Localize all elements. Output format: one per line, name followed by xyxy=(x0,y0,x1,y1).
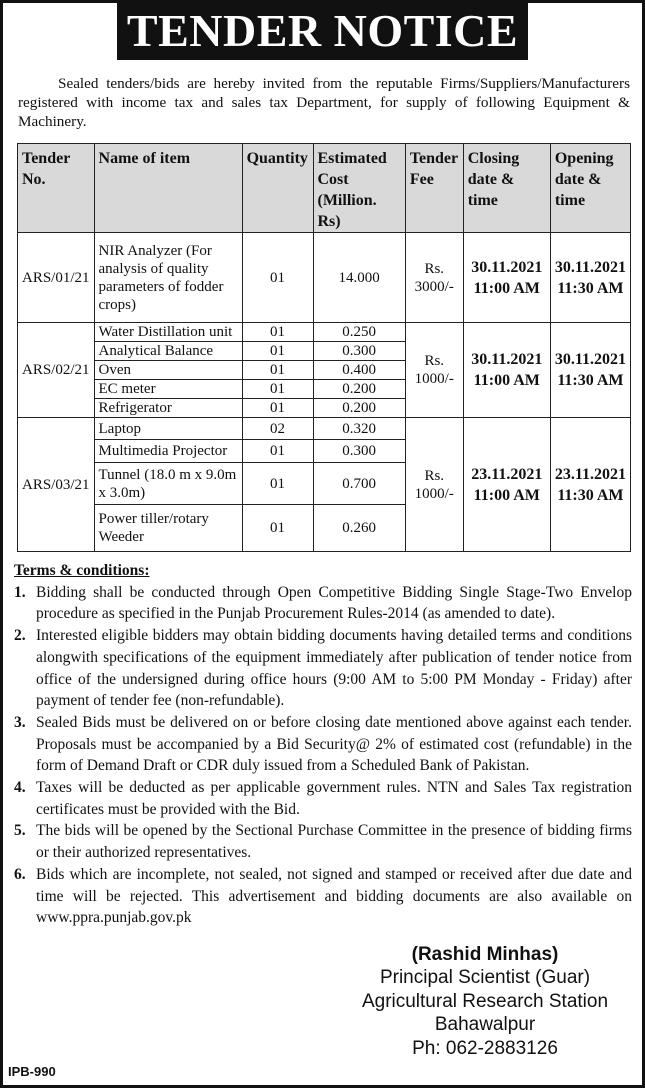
header-tender-no: Tender No. xyxy=(18,144,95,233)
item-name: Laptop xyxy=(94,418,242,440)
item-cost: 0.200 xyxy=(313,399,405,418)
terms-section xyxy=(14,560,632,929)
item-cost: 0.300 xyxy=(313,342,405,361)
item-name: Refrigerator xyxy=(94,399,242,418)
opening-date-time-part: 11:30 AM xyxy=(557,486,624,504)
term-item xyxy=(14,712,632,777)
table-row xyxy=(18,323,631,342)
item-quantity: 01 xyxy=(242,463,313,505)
term-item xyxy=(14,820,632,863)
closing-date-time-part: 11:00 AM xyxy=(473,372,540,389)
tender-no: ARS/03/21 xyxy=(18,418,95,552)
item-name: Power tiller/rotary Weeder xyxy=(94,505,242,552)
opening-date-time-part: 30.11.2021 xyxy=(554,351,626,368)
table-row xyxy=(18,233,631,323)
opening-date-time-part: 11:30 AM xyxy=(557,279,624,297)
term-text: Bidding shall be conducted through Open Competitive Bidding Single Stage-Two Envelop procedure as specified in the Punjab Procurement Rules-2014 (as amended to date). xyxy=(36,583,632,623)
opening-date-time xyxy=(550,323,630,418)
header-tender-fee: Tender Fee xyxy=(405,144,463,233)
item-name: Analytical Balance xyxy=(94,342,242,361)
opening-date-time-part: 23.11.2021 xyxy=(554,465,626,483)
item-cost: 0.400 xyxy=(313,361,405,380)
term-text: Bids which are incomplete, not sealed, not signed and stamped or received after due date and time will be rejected. This advertisement and bidding documents are also available on www.ppra.punjab.gov.pk xyxy=(36,865,632,927)
opening-date-time-part: 30.11.2021 xyxy=(554,258,626,276)
item-name: Tunnel (18.0 m x 9.0m x 3.0m) xyxy=(94,463,242,505)
item-quantity: 01 xyxy=(242,380,313,399)
tender-no: ARS/01/21 xyxy=(18,233,95,323)
item-quantity: 01 xyxy=(242,323,313,342)
closing-date-time xyxy=(463,323,550,418)
closing-date-time xyxy=(463,233,550,323)
term-item xyxy=(14,625,632,712)
term-number: 5. xyxy=(14,822,26,840)
item-cost: 0.700 xyxy=(313,463,405,505)
item-cost: 0.300 xyxy=(313,440,405,463)
term-item xyxy=(14,777,632,820)
term-number: 3. xyxy=(14,713,26,731)
signatory-city: Bahawalpur xyxy=(434,1014,536,1036)
header-item-name: Name of item xyxy=(94,144,242,233)
page-title: TENDER NOTICE xyxy=(117,0,528,60)
item-quantity: 01 xyxy=(242,505,313,552)
signatory-phone: Ph: 062-2883126 xyxy=(412,1037,558,1059)
opening-date-time xyxy=(550,233,630,323)
item-name: Multimedia Projector xyxy=(94,440,242,463)
item-name: Oven xyxy=(94,361,242,380)
term-text: Interested eligible bidders may obtain bidding documents having detailed terms and conditions alongwith specifications of the equipment immediately after publication of tender notice from office of the undersigned during office hours (9:00 AM to 5:00 PM Monday - Friday) after payment of tender fee (non-refundable). xyxy=(36,627,632,710)
item-quantity: 01 xyxy=(242,342,313,361)
term-text: Taxes will be deducted as per applicable government rules. NTN and Sales Tax registration certificates must be provided with the Bid. xyxy=(36,779,632,818)
closing-date-time-part: 30.11.2021 xyxy=(471,258,543,276)
intro-paragraph: Sealed tenders/bids are hereby invited from the reputable Firms/Suppliers/Manufacturers registered with income tax and sales tax Department, for supply of following Equipment & Machinery. xyxy=(18,75,630,130)
closing-date-time-part: 23.11.2021 xyxy=(471,465,543,483)
item-quantity: 01 xyxy=(242,440,313,463)
term-text: The bids will be opened by the Sectional Purchase Committee in the presence of bidding firms or their authorized representatives. xyxy=(36,822,632,862)
signatory-office: Agricultural Research Station xyxy=(361,990,609,1012)
item-cost: 0.250 xyxy=(313,323,405,342)
table-row xyxy=(18,418,631,440)
closing-date-time-part: 30.11.2021 xyxy=(471,351,543,368)
header-opening: Opening date & time xyxy=(550,144,630,233)
signature-block xyxy=(340,943,630,1061)
closing-date-time xyxy=(463,418,550,552)
tender-fee: Rs. 3000/- xyxy=(405,233,463,323)
item-quantity: 02 xyxy=(242,418,313,440)
item-quantity: 01 xyxy=(242,233,313,323)
opening-date-time xyxy=(550,418,630,552)
item-cost: 0.320 xyxy=(313,418,405,440)
reference-code: IPB-990 xyxy=(8,1064,56,1080)
tender-fee: Rs. 1000/- xyxy=(405,323,463,418)
closing-date-time-part: 11:00 AM xyxy=(473,486,540,504)
item-cost: 14.000 xyxy=(313,233,405,323)
term-item xyxy=(14,864,632,929)
header-estimated-cost: Estimated Cost (Million. Rs) xyxy=(313,144,405,233)
item-name: EC meter xyxy=(94,380,242,399)
terms-heading: Terms & conditions: xyxy=(14,562,150,579)
terms-list xyxy=(14,582,632,929)
item-quantity: 01 xyxy=(242,361,313,380)
term-number: 1. xyxy=(14,583,26,601)
tender-no: ARS/02/21 xyxy=(18,323,95,418)
term-number: 2. xyxy=(14,627,26,645)
title-row xyxy=(14,0,631,60)
tender-table xyxy=(17,143,631,552)
item-cost: 0.260 xyxy=(313,505,405,552)
term-item xyxy=(14,582,632,625)
item-cost: 0.200 xyxy=(313,380,405,399)
signatory-designation: Principal Scientist (Guar) xyxy=(379,967,591,989)
item-name: Water Distillation unit xyxy=(94,323,242,342)
term-number: 4. xyxy=(14,779,26,797)
tender-fee: Rs. 1000/- xyxy=(405,418,463,552)
term-number: 6. xyxy=(14,865,26,883)
header-closing: Closing date & time xyxy=(463,144,550,233)
item-name: NIR Analyzer (For analysis of quality parameters of fodder crops) xyxy=(94,233,242,323)
item-quantity: 01 xyxy=(242,399,313,418)
closing-date-time-part: 11:00 AM xyxy=(473,279,540,297)
term-text: Sealed Bids must be delivered on or before closing date mentioned above against each tender. Proposals must be accompanied by a Bid Security@ 2% of estimated cost (refundable) in the form of Demand Draft or CDR duly issued from a Scheduled Bank of Pakistan. xyxy=(36,713,632,775)
header-quantity: Quantity xyxy=(242,144,313,233)
opening-date-time-part: 11:30 AM xyxy=(557,372,624,389)
signatory-name: (Rashid Minhas) xyxy=(411,943,559,965)
